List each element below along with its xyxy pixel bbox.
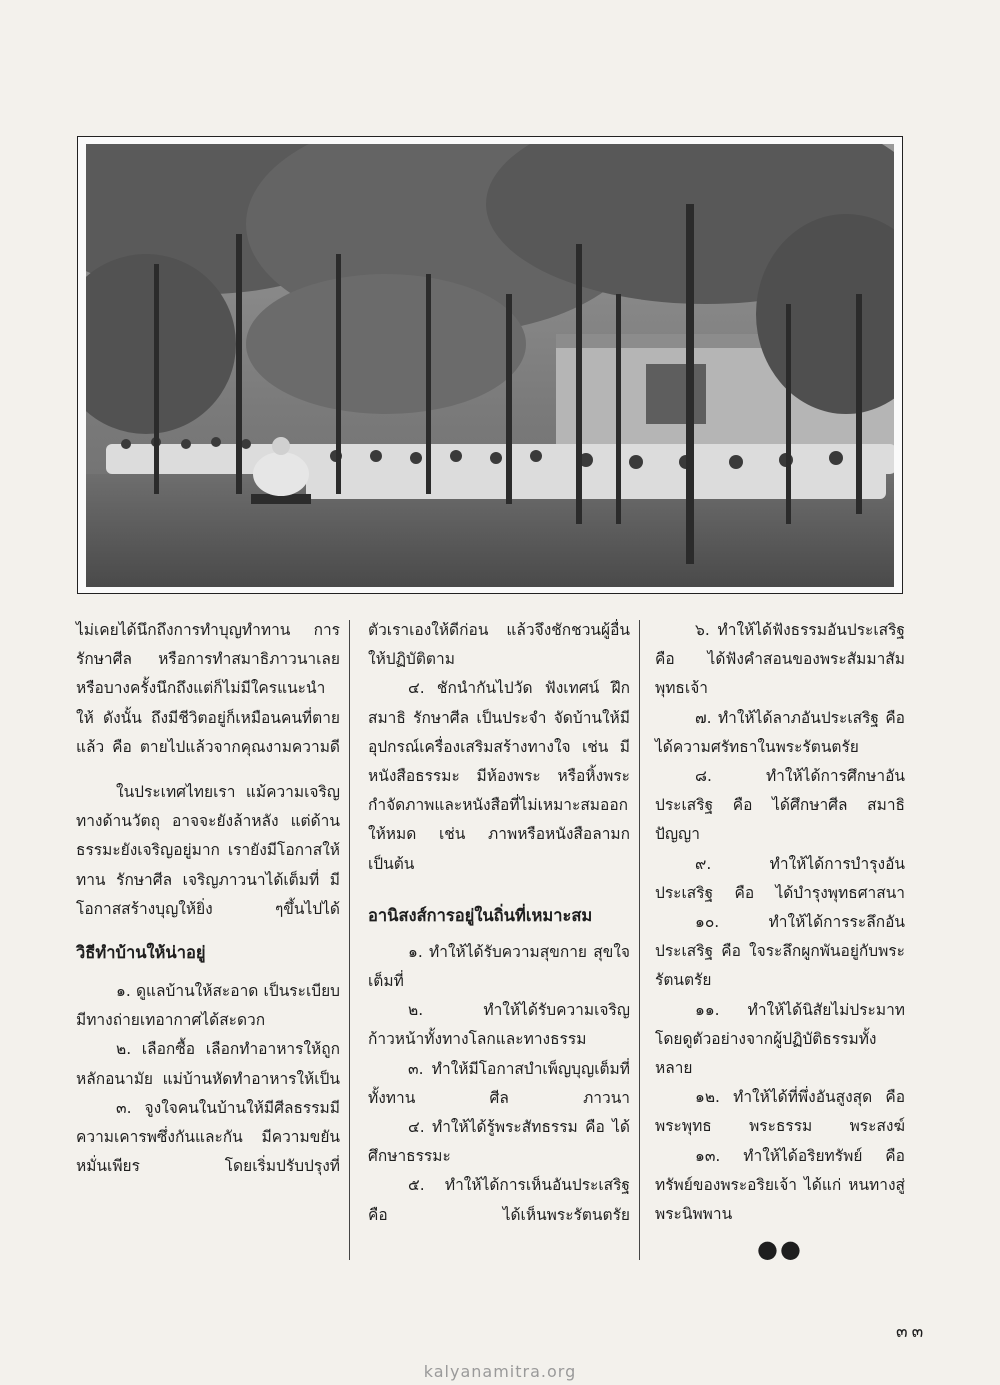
col3-benefit-6: ๖. ทำให้ได้ฟังธรรมอันประเสริฐ คือ ได้ฟังคำสอนของพระสัมมาสัมพุทธเจ้า [655,621,905,698]
col1-item-2: ๒. เลือกซื้อ เลือกทำอาหารให้ถูกหลักอนามัย แม่บ้านหัดทำอาหารให้เป็น [76,1040,340,1088]
column-1 [76,616,340,1181]
col2-paragraph-1: ตัวเราเองให้ดีก่อน แล้วจึงชักชวนผู้อื่นให้ปฏิบัติตาม [368,621,630,669]
col2-benefit-4: ๔. ทำให้ได้รู้พระสัทธรรม คือ ได้ศึกษาธรรมะ [368,1118,630,1166]
col2-item-4: ๔. ชักนำกันไปวัด ฟังเทศน์ ฝึกสมาธิ รักษาศีล เป็นประจำ จัดบ้านให้มีอุปกรณ์เครื่องเสริมสร้างทางใจ เช่น มีหนังสือธรรมะ มีห้องพระ หรือหิ้งพระ กำจัดภาพและหนังสือที่ไม่เหมาะสมออกให้หมด เช่น ภาพหรือหนังสือลามก เป็นต้น [368,679,630,873]
col3-benefit-9: ๙. ทำให้ได้การบำรุงอันประเสริฐ คือ ได้บำรุงพุทธศาสนา [655,854,905,902]
col1-item-3: ๓. จูงใจคนในบ้านให้มีศีลธรรมมีความเคารพซึ่งกันและกัน มีความขยันหมั่นเพียร โดยเริ่มปรับปรุงที่ [76,1098,340,1176]
page-number: ๓๓ [896,1322,928,1342]
meditation-photo [86,144,894,587]
column-3 [655,616,905,1264]
column-rule-left [349,620,350,1260]
col3-benefit-11: ๑๑. ทำให้ได้นิสัยไม่ประมาท โดยดูตัวอย่างจากผู้ปฏิบัติธรรมทั้งหลาย [655,1000,905,1078]
col3-benefit-12: ๑๒. ทำให้ได้ที่พึ่งอันสูงสุด คือ พระพุทธ พระธรรม พระสงฆ์ [655,1088,905,1136]
column-rule-right [639,620,640,1260]
watermark: kalyanamitra.org [423,1362,577,1381]
photo-frame [77,136,903,594]
col2-benefit-5: ๕. ทำให้ได้การเห็นอันประเสริฐ คือ ได้เห็นพระรัตนตรัย [368,1176,630,1224]
col3-benefit-7: ๗. ทำให้ได้ลาภอันประเสริฐ คือ ได้ความศรัทธาในพระรัตนตรัย [655,708,905,756]
col1-heading: วิธีทำบ้านให้น่าอยู่ [76,943,206,963]
col2-benefit-3: ๓. ทำให้มีโอกาสบำเพ็ญบุญเต็มที่ ทั้งทาน ศีล ภาวนา [368,1059,630,1107]
photo-illustration [86,144,894,587]
column-2 [366,616,630,1230]
col2-heading: อานิสงส์การอยู่ในถิ่นที่เหมาะสม [368,905,593,925]
col2-benefit-2: ๒. ทำให้ได้รับความเจริญก้าวหน้าทั้งทางโลกและทางธรรม [368,1001,630,1049]
col1-paragraph-2: ในประเทศไทยเรา แม้ความเจริญทางด้านวัตถุ อาจจะยังล้าหลัง แต่ด้านธรรมะยังเจริญอยู่มาก เรายังมีโอกาสให้ทาน รักษาศีล เจริญภาวนาได้เต็มที่ มีโอกาสสร้างบุญให้ยิ่ง ๆขึ้นไปได้ [76,783,340,918]
col1-paragraph-1: ไม่เคยได้นึกถึงการทำบุญทำทาน การรักษาศีล หรือการทำสมาธิภาวนาเลย หรือบางครั้งนึกถึงแต่ก็ไม่มีใครแนะนำให้ ดังนั้น ถึงมีชีวิตอยู่ก็เหมือนคนที่ตายแล้ว คือ ตายไปแล้วจากคุณงามความดี [76,621,340,756]
end-mark: ●● [757,1235,803,1264]
col3-benefit-8: ๘. ทำให้ได้การศึกษาอันประเสริฐ คือ ได้ศึกษาศีล สมาธิ ปัญญา [655,767,905,844]
col3-benefit-13: ๑๓. ทำให้ได้อริยทรัพย์ คือ ทรัพย์ของพระอริยเจ้า ได้แก่ หนทางสู่พระนิพพาน [655,1146,905,1224]
col2-benefit-1: ๑. ทำให้ได้รับความสุขกาย สุขใจเต็มที่ [368,942,630,991]
col3-benefit-10: ๑๐. ทำให้ได้การระลึกอันประเสริฐ คือ ใจระลึกผูกพันอยู่กับพระรัตนตรัย [655,913,905,990]
col1-item-1: ๑. ดูแลบ้านให้สะอาด เป็นระเบียบมีทางถ่ายเทอากาศได้สะดวก [76,982,340,1030]
